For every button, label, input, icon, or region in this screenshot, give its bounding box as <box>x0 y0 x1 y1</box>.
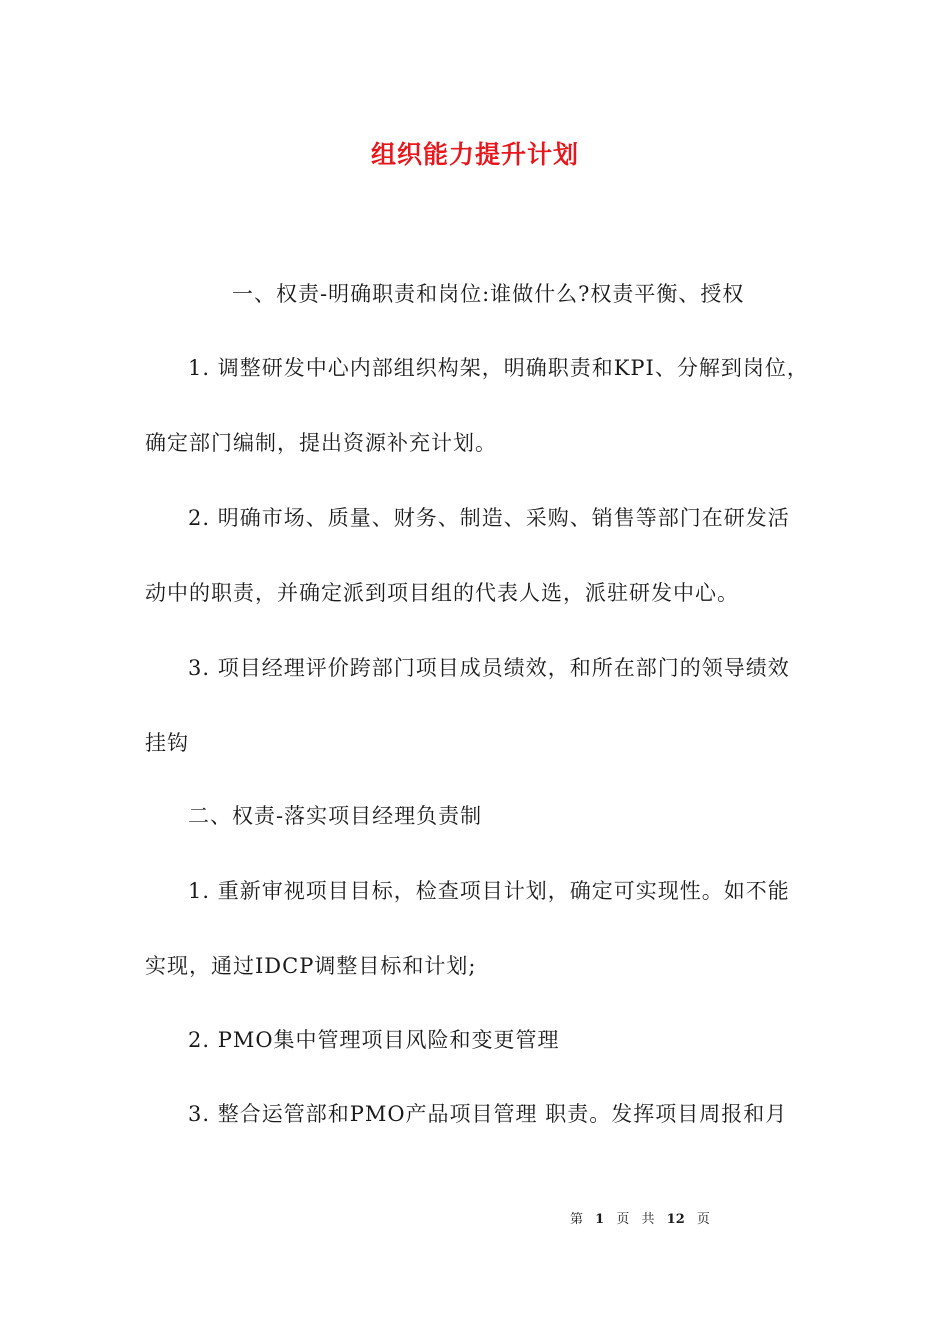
footer-prefix: 第 <box>570 1212 584 1227</box>
paragraph-line: 1. 重新审视项目目标，检查项目计划，确定可实现性。如不能 <box>188 879 790 903</box>
section-heading-1: 一、权责-明确职责和岗位:谁做什么?权责平衡、授权 <box>232 282 745 306</box>
footer-page-word: 页 <box>616 1212 630 1227</box>
footer-total-word: 共 <box>641 1212 655 1227</box>
footer-total-pages: 12 <box>666 1212 685 1227</box>
paragraph-line: 1. 调整研发中心内部组织构架，明确职责和KPI、分解到岗位， <box>188 356 809 380</box>
paragraph-line: 3. 整合运管部和PMO产品项目管理 职责。发挥项目周报和月 <box>188 1102 788 1126</box>
paragraph-line: 实现，通过IDCP调整目标和计划; <box>145 954 477 978</box>
paragraph-line: 3. 项目经理评价跨部门项目成员绩效，和所在部门的领导绩效 <box>188 656 790 680</box>
paragraph-line: 2. PMO集中管理项目风险和变更管理 <box>188 1028 560 1052</box>
document-title: 组织能力提升计划 <box>370 140 579 169</box>
paragraph-line: 2. 明确市场、质量、财务、制造、采购、销售等部门在研发活 <box>188 506 790 530</box>
footer-suffix: 页 <box>696 1212 710 1227</box>
paragraph-line: 确定部门编制，提出资源补充计划。 <box>145 431 497 455</box>
section-heading-2: 二、权责-落实项目经理负责制 <box>188 804 483 828</box>
paragraph-line: 动中的职责，并确定派到项目组的代表人选，派驻研发中心。 <box>145 581 739 605</box>
paragraph-line: 挂钩 <box>145 731 189 755</box>
footer-page-number: 1 <box>595 1212 605 1227</box>
